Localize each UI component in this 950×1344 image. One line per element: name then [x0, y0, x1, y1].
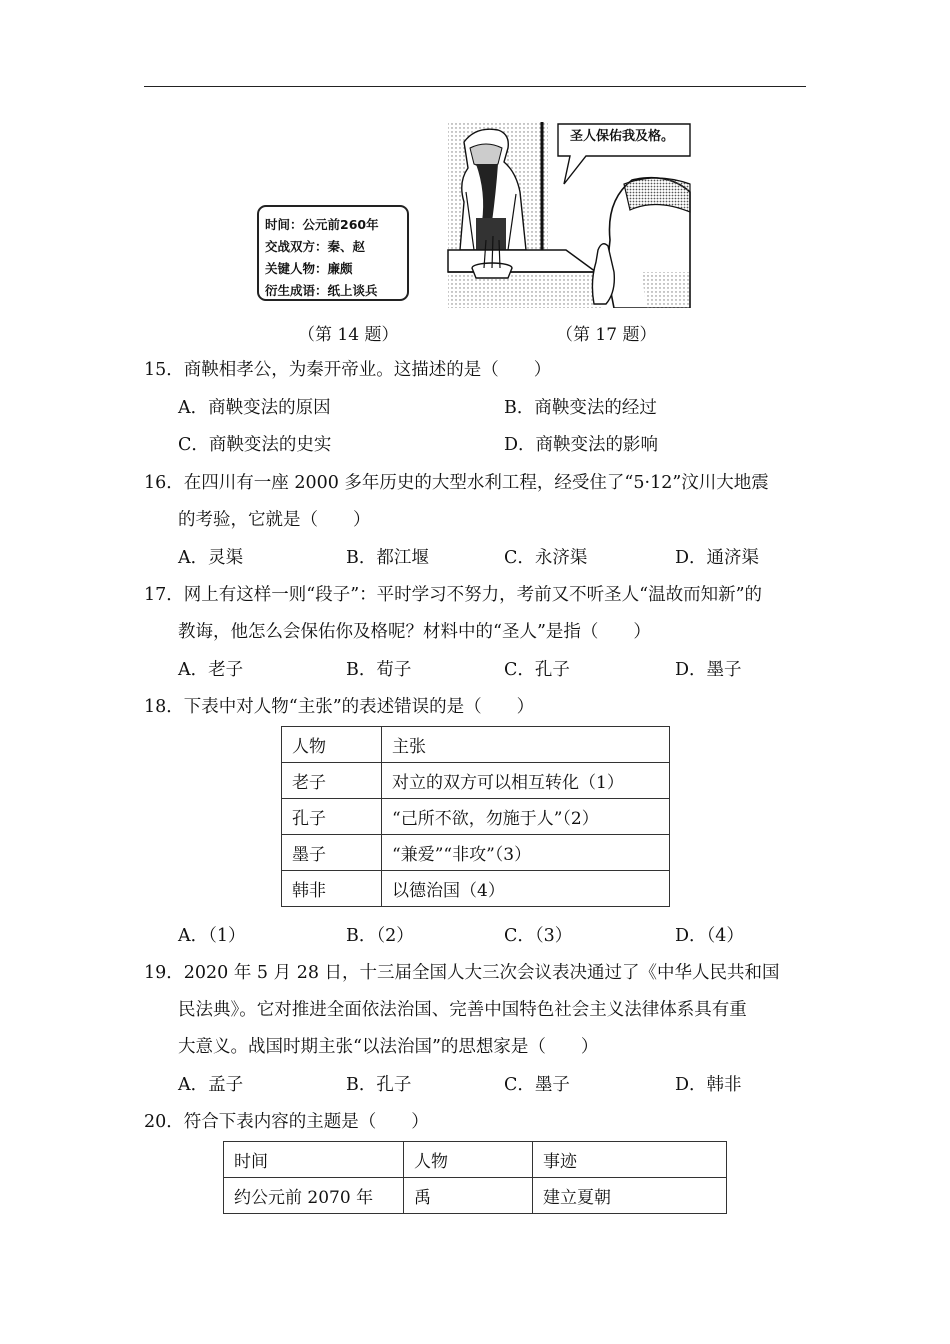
table-header-cell: 人物: [282, 727, 382, 763]
caption-q14: （第 14 题）: [298, 325, 399, 345]
q16-option-c: C．永济渠: [504, 548, 588, 568]
table-cell: 约公元前 2070 年: [224, 1178, 404, 1214]
q18-stem: 18．下表中对人物“主张”的表述错误的是（ ）: [144, 697, 535, 717]
q15-stem: 15．商鞅相孝公，为秦开帝业。这描述的是（ ）: [144, 360, 552, 380]
caption-q17: （第 17 题）: [556, 325, 657, 345]
praying-student-icon: [592, 178, 690, 308]
q17-cartoon: [446, 122, 692, 308]
q16-stem-line1: 16．在四川有一座 2000 多年历史的大型水利工程，经受住了“5·12”汶川大地震: [144, 473, 769, 493]
header-rule: [144, 86, 806, 87]
cartoon-illustration: [446, 122, 692, 308]
q19-option-d: D．韩非: [675, 1075, 742, 1095]
table-cell: “兼爱”“非攻”（3）: [382, 835, 670, 871]
card-line: 衍生成语：纸上谈兵: [265, 283, 378, 298]
table-cell: 孔子: [282, 799, 382, 835]
q16-stem-line2: 的考验，它就是（ ）: [178, 510, 371, 530]
q15-option-a: A．商鞅变法的原因: [178, 398, 331, 418]
table-cell: 禹: [404, 1178, 533, 1214]
card-line: 时间：公元前260年: [265, 217, 379, 232]
q19-option-b: B．孔子: [346, 1075, 412, 1095]
table-cell: “己所不欲，勿施于人”（2）: [382, 799, 670, 835]
q17-option-b: B．荀子: [346, 660, 412, 680]
table-header-row: [224, 1142, 727, 1178]
q17-option-d: D．墨子: [675, 660, 742, 680]
q19-option-a: A．孟子: [178, 1075, 244, 1095]
q18-option-d: D．（4）: [675, 926, 744, 946]
q17-option-c: C．孔子: [504, 660, 570, 680]
table-header-row: [282, 727, 670, 763]
q19-stem-line3: 大意义。战国时期主张“以法治国”的思想家是（ ）: [178, 1037, 599, 1057]
table-cell: 老子: [282, 763, 382, 799]
q18-option-c: C．（3）: [504, 926, 573, 946]
q14-info-card: [257, 205, 409, 301]
q19-option-c: C．墨子: [504, 1075, 570, 1095]
q15-option-d: D．商鞅变法的影响: [504, 435, 659, 455]
q20-stem: 20．符合下表内容的主题是（ ）: [144, 1112, 429, 1132]
q17-stem-line2: 教诲，他怎么会保佑你及格呢？材料中的“圣人”是指（ ）: [178, 622, 651, 642]
table-cell: 韩非: [282, 871, 382, 907]
table-header-cell: 时间: [224, 1142, 404, 1178]
q16-option-d: D．通济渠: [675, 548, 760, 568]
card-line: 关键人物：廉颇: [265, 261, 353, 276]
table-cell: 墨子: [282, 835, 382, 871]
q18-option-b: B．（2）: [346, 926, 414, 946]
q15-option-b: B．商鞅变法的经过: [504, 398, 657, 418]
q16-option-b: B．都江堰: [346, 548, 429, 568]
table-row: [282, 835, 670, 871]
q20-table: [223, 1141, 727, 1214]
q16-option-a: A．灵渠: [178, 548, 244, 568]
q15-option-c: C．商鞅变法的史实: [178, 435, 332, 455]
card-line: 交战双方：秦、赵: [265, 239, 366, 254]
table-row: [282, 799, 670, 835]
table-row: [282, 871, 670, 907]
table-header-cell: 事迹: [533, 1142, 727, 1178]
q19-stem-line1: 19．2020 年 5 月 28 日，十三届全国人大三次会议表决通过了《中华人民共和国: [144, 963, 780, 983]
q18-option-a: A．（1）: [178, 926, 246, 946]
q18-table: [281, 726, 670, 907]
speech-bubble-text: 圣人保佑我及格。: [570, 129, 675, 144]
table-cell: 以德治国（4）: [382, 871, 670, 907]
table-cell: 建立夏朝: [533, 1178, 727, 1214]
table-row: [282, 763, 670, 799]
q19-stem-line2: 民法典》。它对推进全面依法治国、完善中国特色社会主义法律体系具有重: [178, 1000, 747, 1020]
table-cell: 对立的双方可以相互转化（1）: [382, 763, 670, 799]
table-row: [224, 1178, 727, 1214]
q17-stem-line1: 17．网上有这样一则“段子”：平时学习不努力，考前又不听圣人“温故而知新”的: [144, 585, 763, 605]
table-header-cell: 主张: [382, 727, 670, 763]
q17-option-a: A．老子: [178, 660, 244, 680]
table-header-cell: 人物: [404, 1142, 533, 1178]
